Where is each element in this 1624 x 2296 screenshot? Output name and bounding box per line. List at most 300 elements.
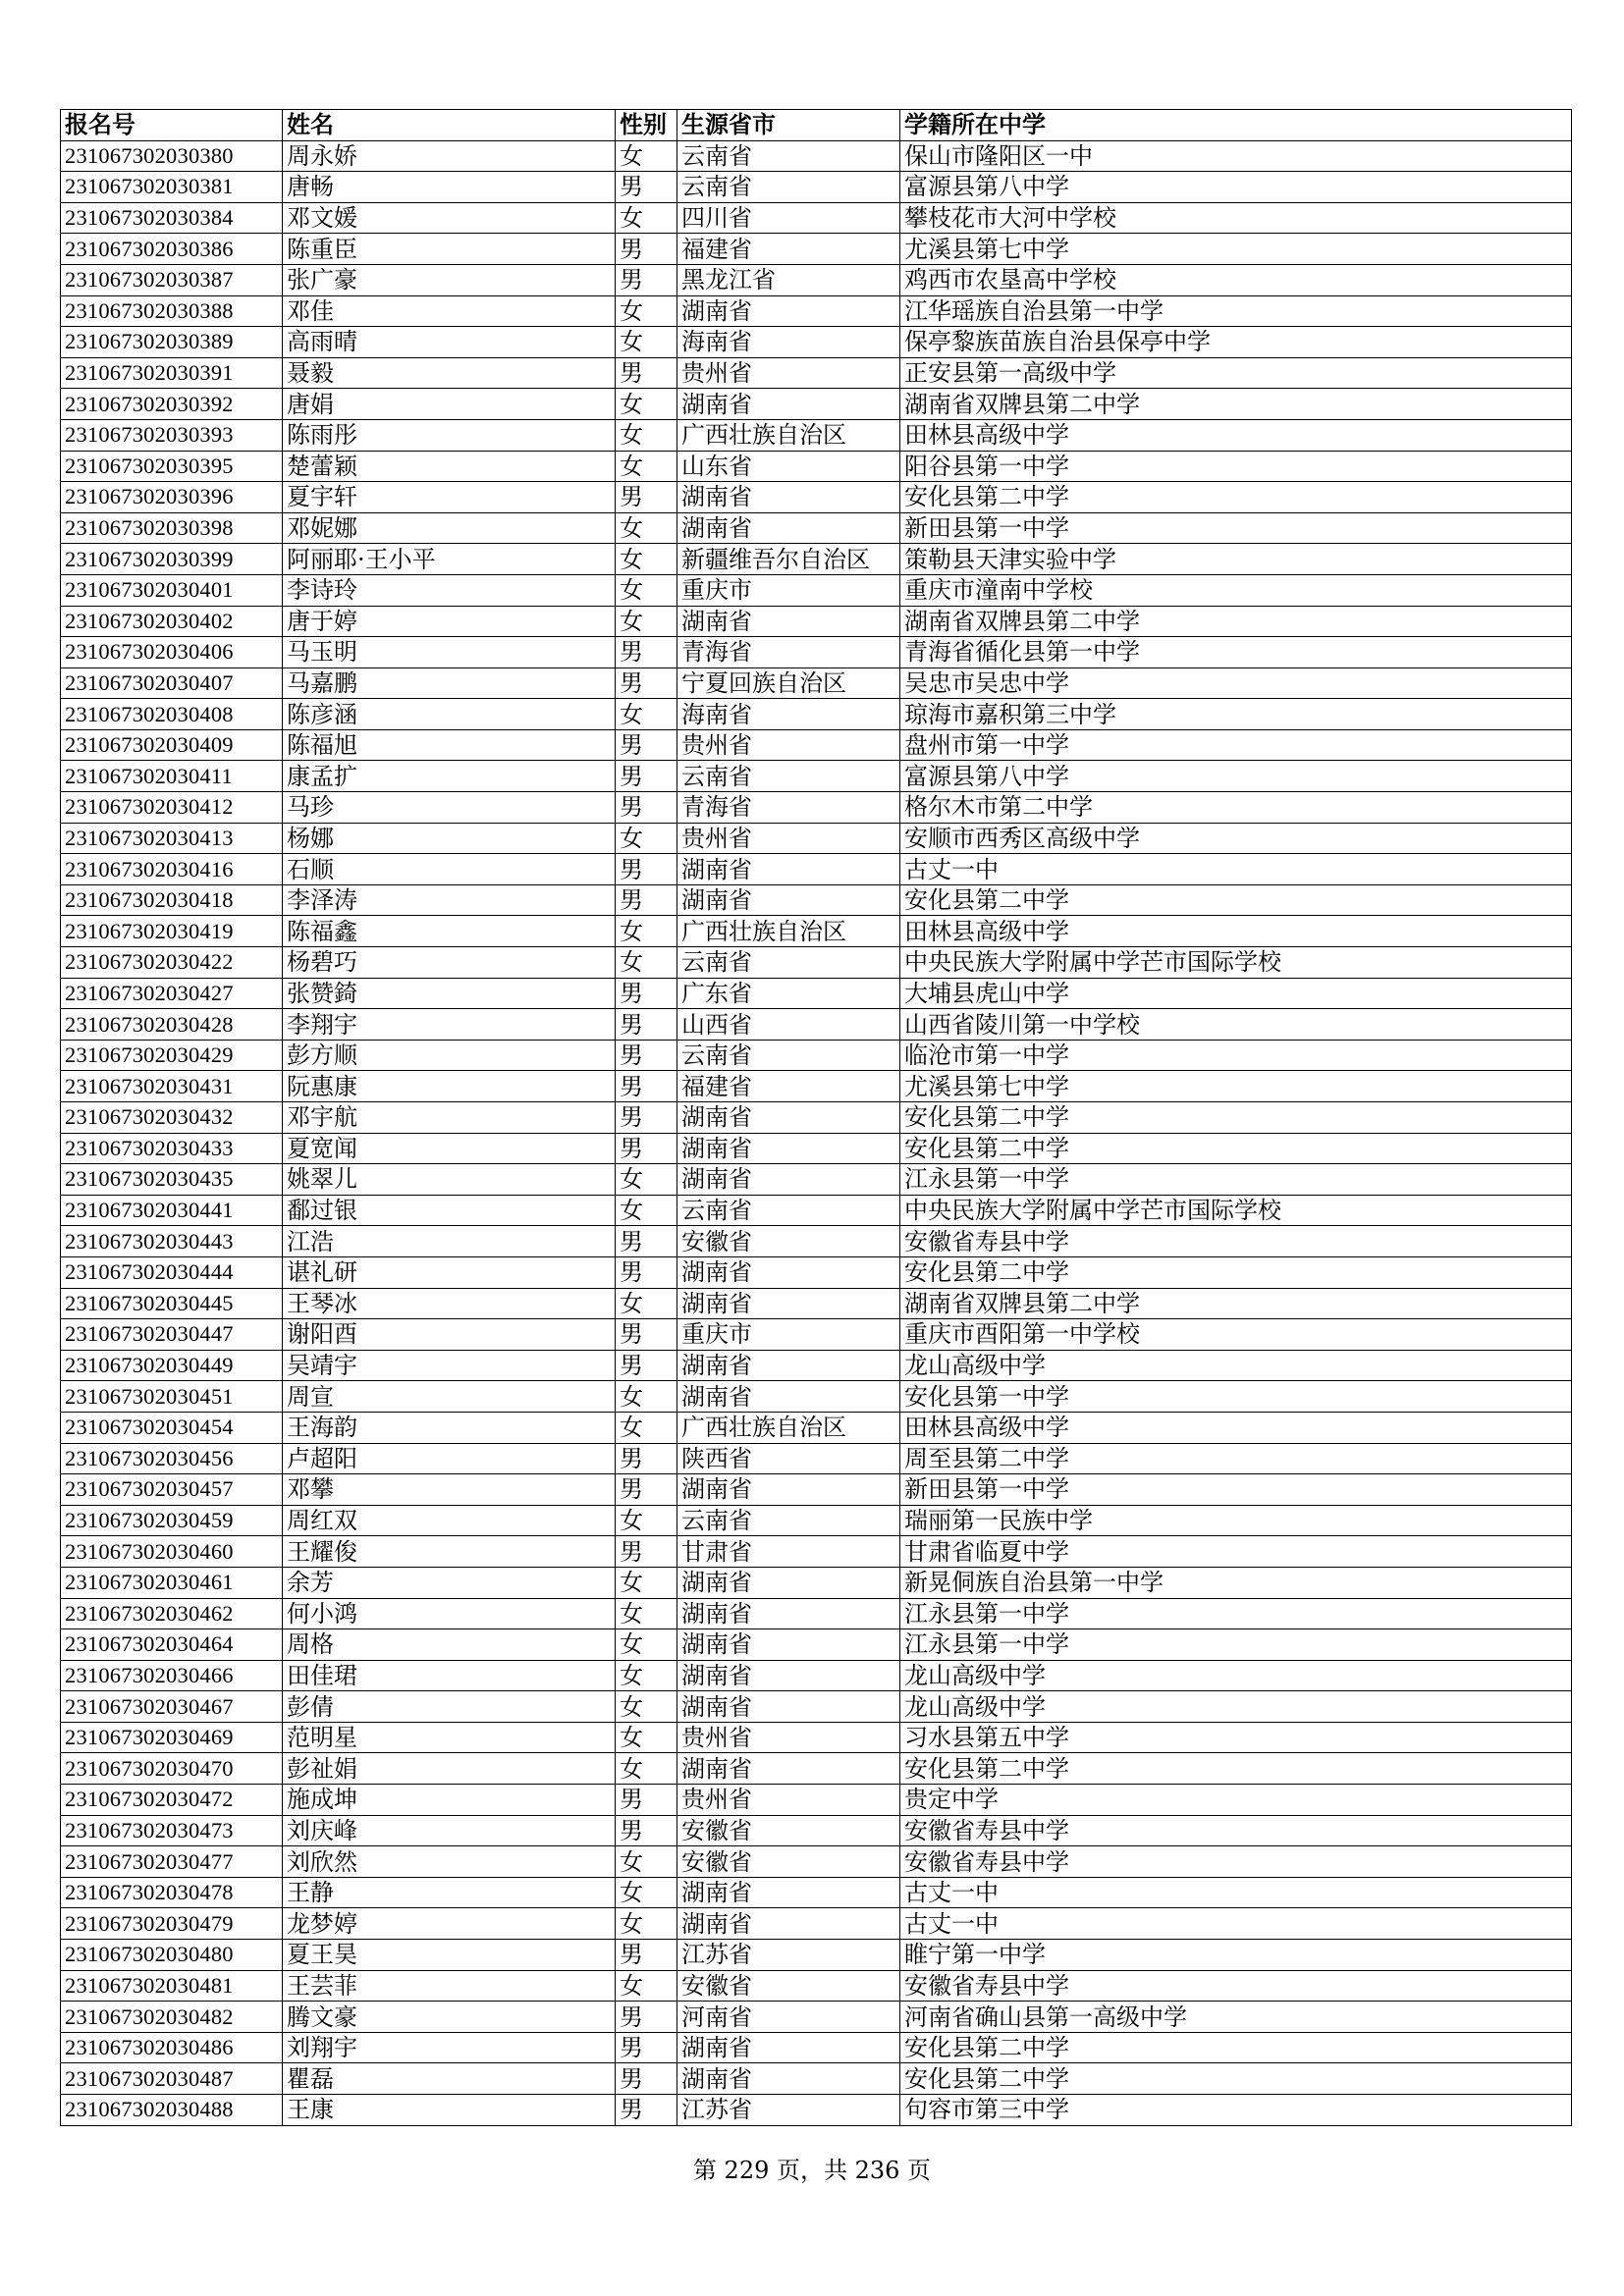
high-school-cell: 临沧市第一中学 (900, 1040, 1572, 1071)
name-cell: 王静 (283, 1877, 616, 1908)
table-row (61, 544, 1572, 575)
gender-cell: 女 (616, 1629, 677, 1661)
high-school-cell: 富源县第八中学 (900, 172, 1572, 203)
origin-province-cell: 云南省 (677, 1195, 900, 1226)
table-row (61, 884, 1572, 916)
table-row (61, 1319, 1572, 1351)
name-cell: 夏宇轩 (283, 482, 616, 513)
name-cell: 龙梦婷 (283, 1908, 616, 1940)
registration-number-cell: 231067302030416 (61, 854, 283, 885)
registration-number-cell: 231067302030396 (61, 482, 283, 513)
name-cell: 邓攀 (283, 1474, 616, 1506)
header-origin-province: 生源省市 (677, 110, 900, 141)
gender-cell: 男 (616, 1815, 677, 1846)
registration-number-cell: 231067302030392 (61, 389, 283, 420)
registration-number-cell: 231067302030412 (61, 792, 283, 824)
name-cell: 马玉明 (283, 637, 616, 668)
origin-province-cell: 贵州省 (677, 1785, 900, 1816)
name-cell: 邓文媛 (283, 202, 616, 234)
high-school-cell: 周至县第二中学 (900, 1443, 1572, 1474)
origin-province-cell: 湖南省 (677, 606, 900, 637)
gender-cell: 女 (616, 389, 677, 420)
gender-cell: 女 (616, 574, 677, 606)
table-row (61, 854, 1572, 885)
gender-cell: 女 (616, 1195, 677, 1226)
high-school-cell: 中央民族大学附属中学芒市国际学校 (900, 947, 1572, 979)
name-cell: 鄱过银 (283, 1195, 616, 1226)
origin-province-cell: 湖南省 (677, 512, 900, 544)
high-school-cell: 田林县高级中学 (900, 916, 1572, 947)
origin-province-cell: 云南省 (677, 140, 900, 172)
origin-province-cell: 海南省 (677, 327, 900, 358)
registration-number-cell: 231067302030482 (61, 2002, 283, 2033)
high-school-cell: 重庆市潼南中学校 (900, 574, 1572, 606)
name-cell: 刘翔宇 (283, 2032, 616, 2063)
origin-province-cell: 湖南省 (677, 1753, 900, 1785)
name-cell: 陈重臣 (283, 234, 616, 265)
origin-province-cell: 湖南省 (677, 389, 900, 420)
table-row (61, 1598, 1572, 1629)
high-school-cell: 甘肃省临夏中学 (900, 1536, 1572, 1568)
high-school-cell: 盘州市第一中学 (900, 729, 1572, 761)
origin-province-cell: 湖南省 (677, 854, 900, 885)
name-cell: 陈雨彤 (283, 419, 616, 451)
registration-number-cell: 231067302030464 (61, 1629, 283, 1661)
gender-cell: 女 (616, 1970, 677, 2002)
registration-number-cell: 231067302030399 (61, 544, 283, 575)
registration-number-cell: 231067302030457 (61, 1474, 283, 1506)
name-cell: 王海韵 (283, 1412, 616, 1443)
origin-province-cell: 广西壮族自治区 (677, 419, 900, 451)
registration-number-cell: 231067302030456 (61, 1443, 283, 1474)
gender-cell: 男 (616, 978, 677, 1009)
table-row (61, 327, 1572, 358)
registration-number-cell: 231067302030419 (61, 916, 283, 947)
registration-number-cell: 231067302030433 (61, 1133, 283, 1164)
gender-cell: 女 (616, 1164, 677, 1196)
gender-cell: 男 (616, 854, 677, 885)
registration-number-cell: 231067302030473 (61, 1815, 283, 1846)
origin-province-cell: 云南省 (677, 761, 900, 792)
high-school-cell: 尤溪县第七中学 (900, 234, 1572, 265)
table-row (61, 1288, 1572, 1319)
registration-number-cell: 231067302030395 (61, 451, 283, 482)
name-cell: 范明星 (283, 1722, 616, 1753)
origin-province-cell: 贵州省 (677, 823, 900, 854)
name-cell: 周红双 (283, 1505, 616, 1536)
name-cell: 瞿磊 (283, 2063, 616, 2095)
gender-cell: 女 (616, 1877, 677, 1908)
high-school-cell: 龙山高级中学 (900, 1660, 1572, 1691)
registration-number-cell: 231067302030488 (61, 2095, 283, 2126)
registration-number-cell: 231067302030432 (61, 1102, 283, 1134)
high-school-cell: 安化县第二中学 (900, 2063, 1572, 2095)
gender-cell: 女 (616, 916, 677, 947)
origin-province-cell: 陕西省 (677, 1443, 900, 1474)
registration-number-cell: 231067302030422 (61, 947, 283, 979)
origin-province-cell: 湖南省 (677, 1133, 900, 1164)
registration-number-cell: 231067302030486 (61, 2032, 283, 2063)
gender-cell: 男 (616, 172, 677, 203)
origin-province-cell: 安徽省 (677, 1970, 900, 2002)
gender-cell: 女 (616, 1567, 677, 1598)
gender-cell: 男 (616, 2002, 677, 2033)
origin-province-cell: 湖南省 (677, 1474, 900, 1506)
table-row (61, 1350, 1572, 1381)
high-school-cell: 尤溪县第七中学 (900, 1071, 1572, 1102)
name-cell: 夏宽闻 (283, 1133, 616, 1164)
origin-province-cell: 湖南省 (677, 1691, 900, 1723)
gender-cell: 女 (616, 1412, 677, 1443)
origin-province-cell: 黑龙江省 (677, 264, 900, 295)
registration-number-cell: 231067302030454 (61, 1412, 283, 1443)
registration-number-cell: 231067302030481 (61, 1970, 283, 2002)
table-row (61, 172, 1572, 203)
table-row (61, 1505, 1572, 1536)
name-cell: 石顺 (283, 854, 616, 885)
origin-province-cell: 新疆维吾尔自治区 (677, 544, 900, 575)
origin-province-cell: 广东省 (677, 978, 900, 1009)
registration-number-cell: 231067302030466 (61, 1660, 283, 1691)
gender-cell: 女 (616, 544, 677, 575)
table-row (61, 451, 1572, 482)
origin-province-cell: 江苏省 (677, 1940, 900, 1971)
name-cell: 陈彦涵 (283, 699, 616, 730)
high-school-cell: 攀枝花市大河中学校 (900, 202, 1572, 234)
origin-province-cell: 湖南省 (677, 1567, 900, 1598)
high-school-cell: 策勒县天津实验中学 (900, 544, 1572, 575)
high-school-cell: 安徽省寿县中学 (900, 1226, 1572, 1257)
name-cell: 江浩 (283, 1226, 616, 1257)
high-school-cell: 保山市隆阳区一中 (900, 140, 1572, 172)
name-cell: 彭祉娟 (283, 1753, 616, 1785)
origin-province-cell: 安徽省 (677, 1226, 900, 1257)
gender-cell: 女 (616, 947, 677, 979)
high-school-cell: 新田县第一中学 (900, 1474, 1572, 1506)
table-row (61, 699, 1572, 730)
high-school-cell: 格尔木市第二中学 (900, 792, 1572, 824)
origin-province-cell: 江苏省 (677, 2095, 900, 2126)
gender-cell: 男 (616, 2032, 677, 2063)
gender-cell: 女 (616, 140, 677, 172)
table-row (61, 916, 1572, 947)
table-row (61, 667, 1572, 699)
gender-cell: 男 (616, 667, 677, 699)
name-cell: 张广豪 (283, 264, 616, 295)
name-cell: 阮惠康 (283, 1071, 616, 1102)
gender-cell: 男 (616, 357, 677, 389)
name-cell: 王琴冰 (283, 1288, 616, 1319)
gender-cell: 男 (616, 729, 677, 761)
origin-province-cell: 湖南省 (677, 1908, 900, 1940)
registration-number-cell: 231067302030386 (61, 234, 283, 265)
origin-province-cell: 海南省 (677, 699, 900, 730)
table-row (61, 234, 1572, 265)
name-cell: 唐畅 (283, 172, 616, 203)
name-cell: 马珍 (283, 792, 616, 824)
high-school-cell: 安化县第二中学 (900, 1256, 1572, 1288)
origin-province-cell: 湖南省 (677, 1381, 900, 1413)
origin-province-cell: 湖南省 (677, 1877, 900, 1908)
table-row (61, 1536, 1572, 1568)
high-school-cell: 安化县第二中学 (900, 2032, 1572, 2063)
table-row (61, 1412, 1572, 1443)
gender-cell: 女 (616, 1381, 677, 1413)
table-row (61, 1102, 1572, 1134)
table-row (61, 2063, 1572, 2095)
gender-cell: 男 (616, 1256, 677, 1288)
table-row (61, 202, 1572, 234)
name-cell: 李诗玲 (283, 574, 616, 606)
gender-cell: 男 (616, 264, 677, 295)
gender-cell: 男 (616, 1536, 677, 1568)
origin-province-cell: 广西壮族自治区 (677, 916, 900, 947)
gender-cell: 女 (616, 1846, 677, 1878)
table-row (61, 1443, 1572, 1474)
origin-province-cell: 甘肃省 (677, 1536, 900, 1568)
registration-number-cell: 231067302030418 (61, 884, 283, 916)
header-high-school: 学籍所在中学 (900, 110, 1572, 141)
header-name: 姓名 (283, 110, 616, 141)
high-school-cell: 吴忠市吴忠中学 (900, 667, 1572, 699)
registration-number-cell: 231067302030406 (61, 637, 283, 668)
gender-cell: 男 (616, 1474, 677, 1506)
name-cell: 唐娟 (283, 389, 616, 420)
gender-cell: 女 (616, 1505, 677, 1536)
high-school-cell: 山西省陵川第一中学校 (900, 1009, 1572, 1041)
table-row (61, 1940, 1572, 1971)
origin-province-cell: 湖南省 (677, 1256, 900, 1288)
origin-province-cell: 安徽省 (677, 1846, 900, 1878)
gender-cell: 女 (616, 419, 677, 451)
table-row (61, 1226, 1572, 1257)
table-row (61, 2095, 1572, 2126)
name-cell: 杨碧巧 (283, 947, 616, 979)
gender-cell: 男 (616, 234, 677, 265)
origin-province-cell: 四川省 (677, 202, 900, 234)
registration-number-cell: 231067302030472 (61, 1785, 283, 1816)
table-row (61, 512, 1572, 544)
table-row (61, 574, 1572, 606)
origin-province-cell: 云南省 (677, 172, 900, 203)
high-school-cell: 龙山高级中学 (900, 1350, 1572, 1381)
table-row (61, 1256, 1572, 1288)
table-row (61, 140, 1572, 172)
gender-cell: 男 (616, 792, 677, 824)
high-school-cell: 田林县高级中学 (900, 419, 1572, 451)
origin-province-cell: 山西省 (677, 1009, 900, 1041)
gender-cell: 男 (616, 1133, 677, 1164)
registration-number-cell: 231067302030393 (61, 419, 283, 451)
origin-province-cell: 湖南省 (677, 1102, 900, 1134)
registration-number-cell: 231067302030459 (61, 1505, 283, 1536)
header-registration-number: 报名号 (61, 110, 283, 141)
name-cell: 陈福鑫 (283, 916, 616, 947)
origin-province-cell: 湖南省 (677, 1288, 900, 1319)
table-row (61, 1071, 1572, 1102)
gender-cell: 女 (616, 202, 677, 234)
origin-province-cell: 湖南省 (677, 295, 900, 327)
name-cell: 聂毅 (283, 357, 616, 389)
name-cell: 谌礼研 (283, 1256, 616, 1288)
gender-cell: 女 (616, 1660, 677, 1691)
gender-cell: 男 (616, 1350, 677, 1381)
name-cell: 康孟扩 (283, 761, 616, 792)
name-cell: 高雨晴 (283, 327, 616, 358)
registration-number-cell: 231067302030470 (61, 1753, 283, 1785)
high-school-cell: 安徽省寿县中学 (900, 1970, 1572, 2002)
name-cell: 周格 (283, 1629, 616, 1661)
registration-number-cell: 231067302030407 (61, 667, 283, 699)
name-cell: 吴靖宇 (283, 1350, 616, 1381)
name-cell: 刘庆峰 (283, 1815, 616, 1846)
table-row (61, 1846, 1572, 1878)
name-cell: 何小鸿 (283, 1598, 616, 1629)
gender-cell: 女 (616, 295, 677, 327)
gender-cell: 男 (616, 482, 677, 513)
gender-cell: 男 (616, 1009, 677, 1041)
high-school-cell: 安化县第二中学 (900, 884, 1572, 916)
gender-cell: 男 (616, 1226, 677, 1257)
name-cell: 田佳珺 (283, 1660, 616, 1691)
high-school-cell: 龙山高级中学 (900, 1691, 1572, 1723)
gender-cell: 女 (616, 699, 677, 730)
table-row (61, 761, 1572, 792)
high-school-cell: 古丈一中 (900, 1877, 1572, 1908)
high-school-cell: 安化县第二中学 (900, 482, 1572, 513)
registration-number-cell: 231067302030462 (61, 1598, 283, 1629)
table-row (61, 947, 1572, 979)
origin-province-cell: 湖南省 (677, 1598, 900, 1629)
table-row (61, 1195, 1572, 1226)
name-cell: 唐于婷 (283, 606, 616, 637)
registration-number-cell: 231067302030413 (61, 823, 283, 854)
registration-number-cell: 231067302030431 (61, 1071, 283, 1102)
origin-province-cell: 云南省 (677, 1505, 900, 1536)
high-school-cell: 田林县高级中学 (900, 1412, 1572, 1443)
table-row (61, 1040, 1572, 1071)
gender-cell: 男 (616, 1785, 677, 1816)
registration-number-cell: 231067302030460 (61, 1536, 283, 1568)
registration-number-cell: 231067302030480 (61, 1940, 283, 1971)
registration-number-cell: 231067302030469 (61, 1722, 283, 1753)
gender-cell: 男 (616, 1940, 677, 1971)
table-row (61, 419, 1572, 451)
registration-number-cell: 231067302030467 (61, 1691, 283, 1723)
registration-number-cell: 231067302030408 (61, 699, 283, 730)
table-row (61, 1908, 1572, 1940)
origin-province-cell: 贵州省 (677, 729, 900, 761)
high-school-cell: 贵定中学 (900, 1785, 1572, 1816)
name-cell: 周宣 (283, 1381, 616, 1413)
name-cell: 彭倩 (283, 1691, 616, 1723)
table-row (61, 295, 1572, 327)
admission-table-container (60, 109, 1571, 2126)
name-cell: 邓宇航 (283, 1102, 616, 1134)
high-school-cell: 湖南省双牌县第二中学 (900, 389, 1572, 420)
gender-cell: 男 (616, 1040, 677, 1071)
high-school-cell: 琼海市嘉积第三中学 (900, 699, 1572, 730)
high-school-cell: 安化县第二中学 (900, 1753, 1572, 1785)
registration-number-cell: 231067302030487 (61, 2063, 283, 2095)
table-row (61, 1970, 1572, 2002)
origin-province-cell: 福建省 (677, 1071, 900, 1102)
gender-cell: 女 (616, 606, 677, 637)
high-school-cell: 句容市第三中学 (900, 2095, 1572, 2126)
table-row (61, 1877, 1572, 1908)
gender-cell: 男 (616, 1319, 677, 1351)
high-school-cell: 古丈一中 (900, 1908, 1572, 1940)
high-school-cell: 江永县第一中学 (900, 1598, 1572, 1629)
registration-number-cell: 231067302030402 (61, 606, 283, 637)
page-footer: 第 229 页，共 236 页 (692, 2157, 932, 2184)
origin-province-cell: 湖南省 (677, 1164, 900, 1196)
origin-province-cell: 青海省 (677, 637, 900, 668)
table-row (61, 823, 1572, 854)
registration-number-cell: 231067302030381 (61, 172, 283, 203)
registration-number-cell: 231067302030435 (61, 1164, 283, 1196)
table-row (61, 729, 1572, 761)
registration-number-cell: 231067302030409 (61, 729, 283, 761)
high-school-cell: 安顺市西秀区高级中学 (900, 823, 1572, 854)
high-school-cell: 鸡西市农垦高中学校 (900, 264, 1572, 295)
table-row (61, 1722, 1572, 1753)
registration-number-cell: 231067302030384 (61, 202, 283, 234)
name-cell: 卢超阳 (283, 1443, 616, 1474)
table-row (61, 1629, 1572, 1661)
registration-number-cell: 231067302030445 (61, 1288, 283, 1319)
name-cell: 陈福旭 (283, 729, 616, 761)
header-gender: 性别 (616, 110, 677, 141)
registration-number-cell: 231067302030479 (61, 1908, 283, 1940)
gender-cell: 女 (616, 1722, 677, 1753)
high-school-cell: 瑞丽第一民族中学 (900, 1505, 1572, 1536)
high-school-cell: 睢宁第一中学 (900, 1940, 1572, 1971)
name-cell: 王芸菲 (283, 1970, 616, 2002)
high-school-cell: 河南省确山县第一高级中学 (900, 2002, 1572, 2033)
registration-number-cell: 231067302030429 (61, 1040, 283, 1071)
origin-province-cell: 贵州省 (677, 1722, 900, 1753)
high-school-cell: 安化县第一中学 (900, 1381, 1572, 1413)
gender-cell: 女 (616, 1753, 677, 1785)
name-cell: 腾文豪 (283, 2002, 616, 2033)
gender-cell: 女 (616, 512, 677, 544)
gender-cell: 女 (616, 1598, 677, 1629)
origin-province-cell: 湖南省 (677, 1350, 900, 1381)
gender-cell: 男 (616, 2063, 677, 2095)
table-row (61, 1381, 1572, 1413)
origin-province-cell: 安徽省 (677, 1815, 900, 1846)
high-school-cell: 重庆市酉阳第一中学校 (900, 1319, 1572, 1351)
table-row (61, 2032, 1572, 2063)
table-row (61, 1691, 1572, 1723)
name-cell: 李翔宇 (283, 1009, 616, 1041)
name-cell: 夏王昊 (283, 1940, 616, 1971)
gender-cell: 女 (616, 1908, 677, 1940)
table-row (61, 264, 1572, 295)
gender-cell: 男 (616, 1071, 677, 1102)
name-cell: 楚蕾颖 (283, 451, 616, 482)
origin-province-cell: 湖南省 (677, 1660, 900, 1691)
name-cell: 姚翠儿 (283, 1164, 616, 1196)
high-school-cell: 大埔县虎山中学 (900, 978, 1572, 1009)
high-school-cell: 江华瑶族自治县第一中学 (900, 295, 1572, 327)
table-row (61, 1474, 1572, 1506)
origin-province-cell: 贵州省 (677, 357, 900, 389)
registration-number-cell: 231067302030443 (61, 1226, 283, 1257)
name-cell: 邓佳 (283, 295, 616, 327)
registration-number-cell: 231067302030451 (61, 1381, 283, 1413)
